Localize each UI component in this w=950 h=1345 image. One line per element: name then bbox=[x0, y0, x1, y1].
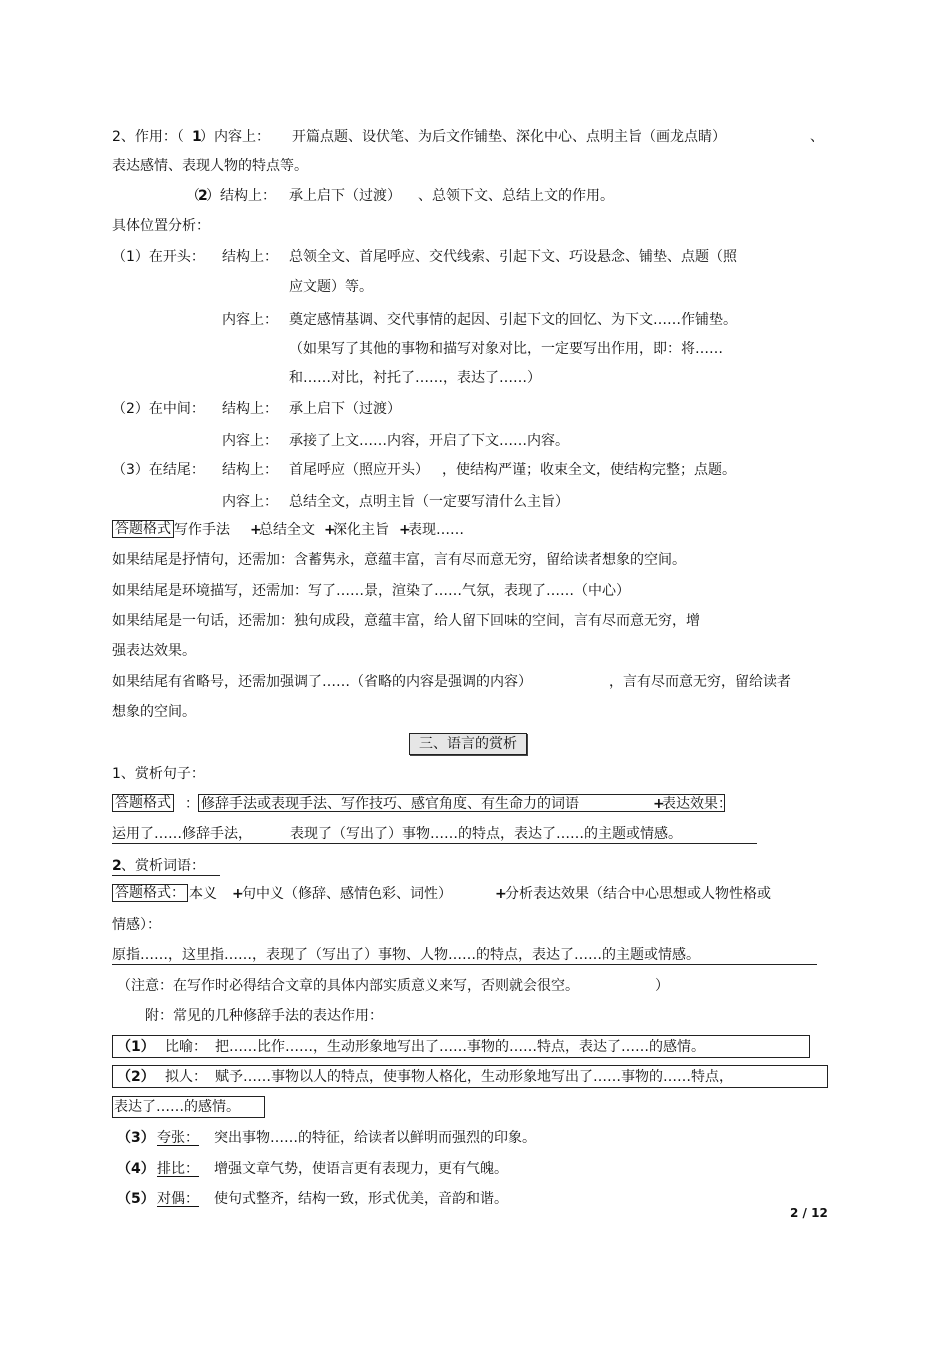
line-lyric-ending: 如果结尾是抒情句，还需加：含蓄隽永，意蕴丰富，言有尽而意无穷，留给读者想象的空间。 bbox=[112, 552, 686, 568]
line-position-analysis: 具体位置分析： bbox=[112, 218, 210, 234]
line-appendix-rhetoric: 附：常见的几种修辞手法的表达作用： bbox=[145, 1008, 383, 1024]
section-heading-language: 三、语言的赏析 bbox=[409, 733, 527, 755]
line-sentence-ending: 如果结尾是一句话，还需加：独句成段，意蕴丰富，给人留下回味的空间，言有尽而意无穷，增 bbox=[112, 613, 700, 629]
answer-format-box: 答题格式： bbox=[112, 884, 188, 902]
line-word-format-cont: 情感）： bbox=[112, 917, 161, 933]
underline bbox=[112, 964, 817, 965]
answer-format-box: 答题格式 bbox=[112, 794, 174, 812]
page-number: 2 / 12 bbox=[790, 1206, 828, 1220]
line-sentence-appreciation: 1、赏析句子： bbox=[112, 766, 205, 782]
line-express: 表达感情、表现人物的特点等。 bbox=[112, 158, 308, 174]
underline bbox=[112, 843, 757, 844]
line-note-contrast: （如果写了其他的事物和描写对象对比，一定要写出作用，即：将…… bbox=[289, 341, 723, 357]
answer-format-box: 答题格式 bbox=[112, 520, 174, 538]
line-environment-ending: 如果结尾是环境描写，还需加：写了……景，渲染了……气氛，表现了……（中心） bbox=[112, 583, 630, 599]
line-sentence-ending-cont: 强表达效果。 bbox=[112, 643, 196, 659]
line-ellipsis-ending-cont: 想象的空间。 bbox=[112, 704, 196, 720]
line-personification-cont: 表达了……的感情。 bbox=[114, 1099, 240, 1115]
line-beginning-cont: 应文题）等。 bbox=[289, 279, 373, 295]
line-word-template: 原指……，这里指……，表现了（写出了）事物、人物……的特点，表达了……的主题或情感。 bbox=[112, 947, 700, 963]
underline bbox=[112, 875, 220, 876]
line-note-contrast-cont: 和……对比，衬托了……，表达了……） bbox=[289, 370, 541, 386]
